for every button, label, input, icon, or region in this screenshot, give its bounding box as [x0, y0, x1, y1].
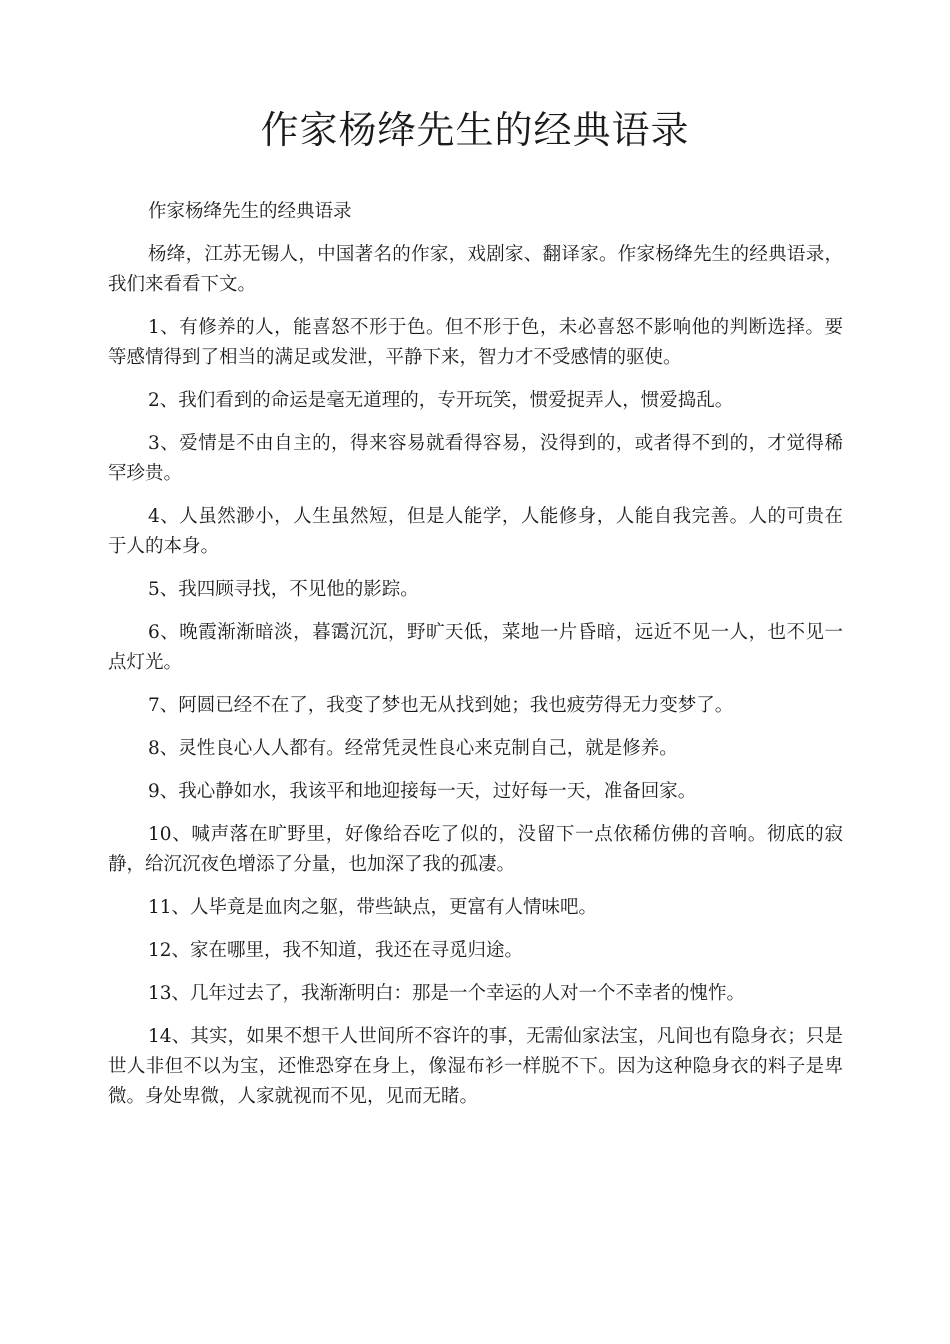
quote-item: 5、我四顾寻找，不见他的影踪。	[148, 579, 419, 600]
quote-item: 7、阿圆已经不在了，我变了梦也无从找到她；我也疲劳得无力变梦了。	[148, 695, 734, 716]
paragraph-subtitle: 作家杨绛先生的经典语录	[148, 201, 352, 222]
quote-item: 11、人毕竟是血肉之躯，带些缺点，更富有人情味吧。	[148, 897, 598, 918]
quote-item: 6、晚霞渐渐暗淡，暮霭沉沉，野旷天低，菜地一片昏暗，远近不见一人，也不见一点灯光。	[108, 622, 843, 673]
paragraph-intro: 杨绛，江苏无锡人，中国著名的作家，戏剧家、翻译家。作家杨绛先生的经典语录，我们来看看下文。	[108, 244, 843, 295]
quote-item: 1、有修养的人，能喜怒不形于色。但不形于色，未必喜怒不影响他的判断选择。要等感情得到了相当的满足或发泄，平静下来，智力才不受感情的驱使。	[108, 317, 843, 368]
quote-item: 10、喊声落在旷野里，好像给吞吃了似的，没留下一点依稀仿佛的音响。彻底的寂静，给沉沉夜色增添了分量，也加深了我的孤凄。	[108, 824, 843, 875]
quote-item: 13、几年过去了，我渐渐明白：那是一个幸运的人对一个不幸者的愧怍。	[148, 983, 746, 1004]
quote-item: 12、家在哪里，我不知道，我还在寻觅归途。	[148, 940, 524, 961]
quote-item: 14、其实，如果不想干人世间所不容许的事，无需仙家法宝，凡间也有隐身衣；只是世人非但不以为宝，还惟恐穿在身上，像湿布衫一样脱不下。因为这种隐身衣的料子是卑微。身处卑微，人家就视而不见，见而无睹。	[108, 1026, 843, 1107]
quote-item: 2、我们看到的命运是毫无道理的，专开玩笑，惯爱捉弄人，惯爱捣乱。	[148, 390, 734, 411]
document-body	[108, 197, 843, 1125]
quote-item: 3、爱情是不由自主的，得来容易就看得容易，没得到的，或者得不到的，才觉得稀罕珍贵。	[108, 433, 843, 484]
quote-item: 8、灵性良心人人都有。经常凭灵性良心来克制自己，就是修养。	[148, 738, 678, 759]
quote-item: 4、人虽然渺小，人生虽然短，但是人能学，人能修身，人能自我完善。人的可贵在于人的本身。	[108, 506, 843, 557]
quote-item: 9、我心静如水，我该平和地迎接每一天，过好每一天，准备回家。	[148, 781, 697, 802]
document-title: 作家杨绛先生的经典语录	[260, 108, 690, 152]
